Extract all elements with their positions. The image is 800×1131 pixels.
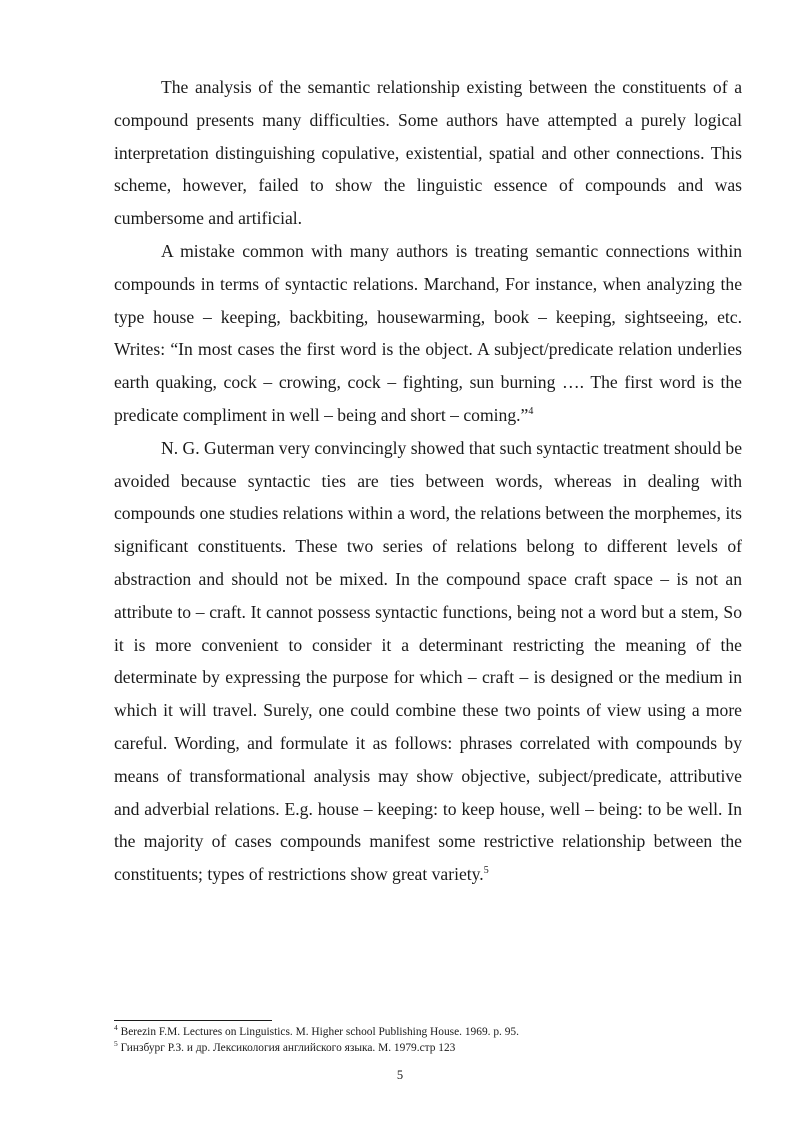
footnote-4 [114,1024,742,1040]
footnote-text: Berezin F.M. Lectures on Linguistics. M. Higher school Publishing House. 1969. p. 95. [120,1026,519,1038]
paragraph-3 [114,432,742,891]
footnote-reference-4[interactable]: 4 [528,406,534,418]
footnote-mark: 5 [114,1039,118,1049]
paragraph-text: N. G. Guterman very convincingly showed that such syntactic treatment should be avoided because syntactic ties are ties between words, whereas in dealing with compounds one studies relations within a word, the relations between the morphemes, its significant constituents. These two series of relations belong to different levels of abstraction and should not be mixed. In the compound space craft space – is not an attribute to – craft. It cannot possess syntactic functions, being not a word but a stem, So it is more convenient to consider it a determinant restricting the meaning of the determinate by expressing the purpose for which – craft – is designed or the medium in which it will travel. Surely, one could combine these two points of view using a more careful. Wording, and formulate it as follows: phrases correlated with compounds by means of transformational analysis may show objective, subject/predicate, attributive and adverbial relations. E.g. house – keeping: to keep house, well – being: to be well. In the majority of cases compounds manifest some restrictive relationship between the constituents; types of restrictions show great variety. [114,437,742,885]
footnotes [114,1024,742,1056]
paragraph-2 [114,235,742,432]
paragraph-text: The analysis of the semantic relationship existing between the constituents of a compound presents many difficulties. Some authors have attempted a purely logical interpretation distinguishing copulative, existential, spatial and other connections. This scheme, however, failed to show the linguistic essence of compounds and was cumbersome and artificial. [114,77,742,229]
footnote-mark: 4 [114,1023,118,1033]
footnote-5 [114,1040,742,1056]
footnote-text: Гинзбург Р.З. и др. Лексикология английского языка. М. 1979.стр 123 [120,1042,456,1054]
page-number: 5 [396,1068,404,1082]
footnote-reference-5[interactable]: 5 [483,865,489,877]
footnote-separator [114,1020,272,1021]
body-text [114,71,742,891]
paragraph-1 [114,71,742,235]
paragraph-text: A mistake common with many authors is treating semantic connections within compounds in terms of syntactic relations. Marchand, For instance, when analyzing the type house – keeping, backbiting, housewarming, book – keeping, sightseeing, etc. Writes: “In most cases the first word is the object. A subject/predicate relation underlies earth quaking, cock – crowing, cock – fighting, sun burning …. The first word is the predicate compliment in well – being and short – coming.” [114,240,742,425]
